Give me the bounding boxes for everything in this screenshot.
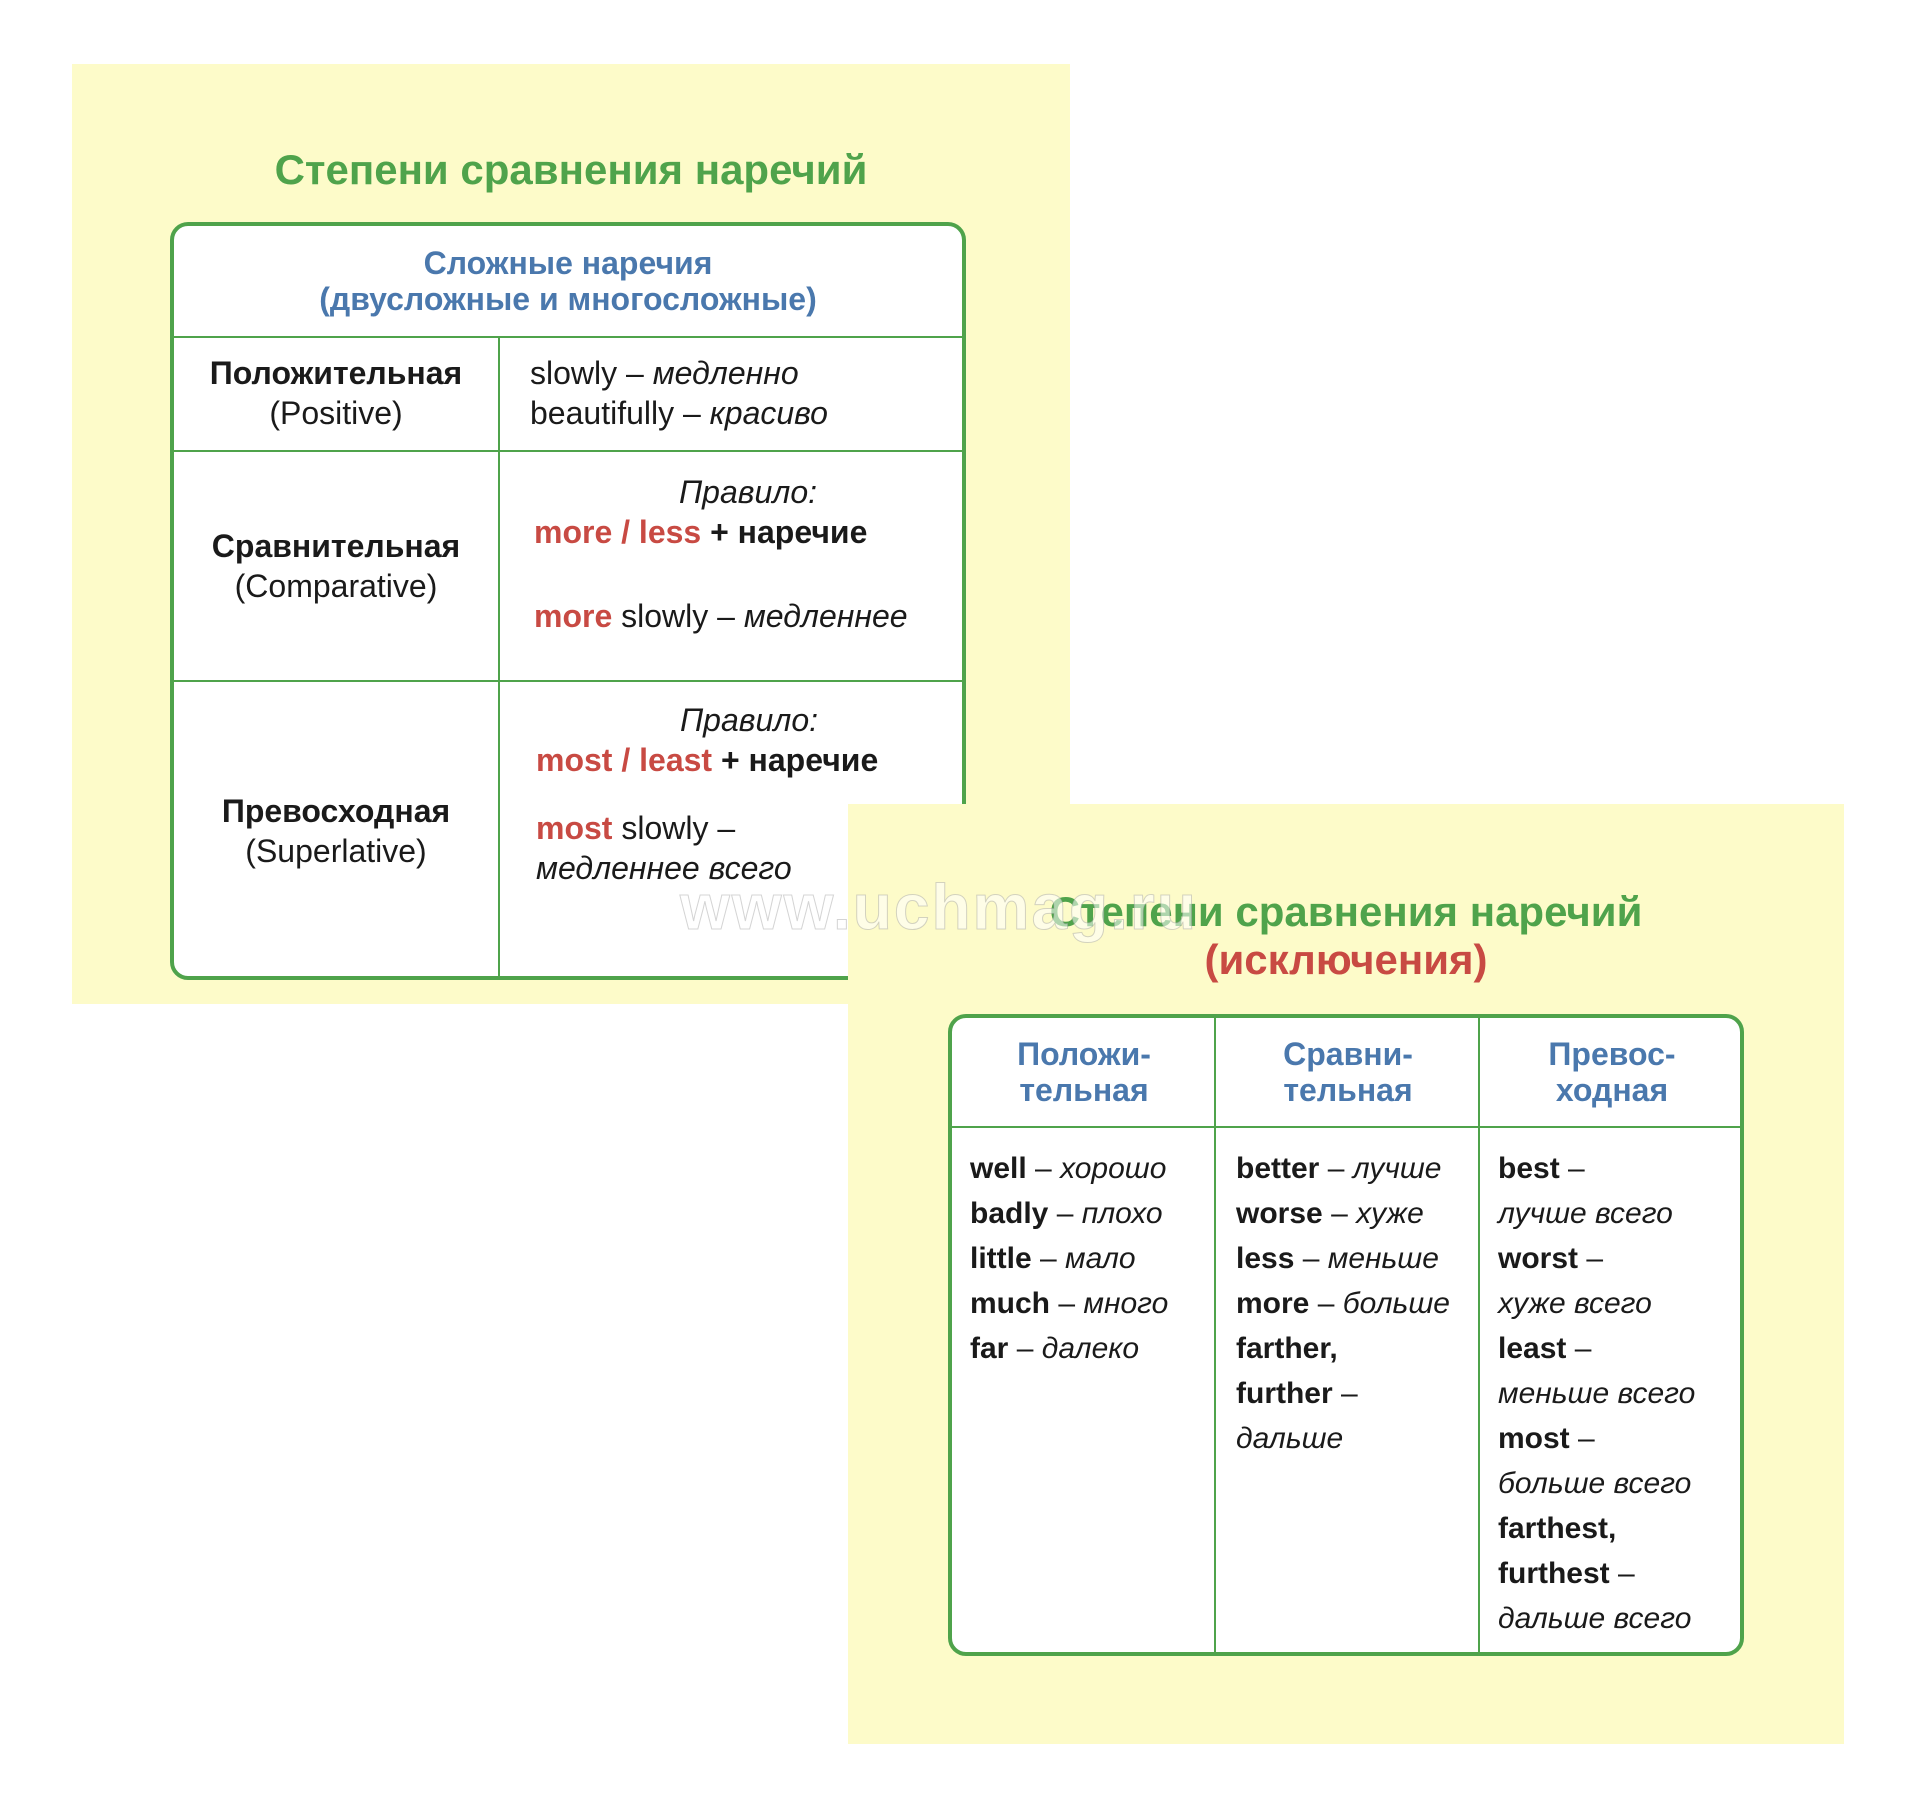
degree-name-cell	[174, 452, 500, 680]
watermark: www.uchmag.ru	[680, 871, 1198, 943]
example-cell	[500, 452, 962, 680]
example-cell	[500, 336, 962, 450]
list-item-translation: дальше всего	[1498, 1602, 1692, 1635]
list-item-translation: меньше всего	[1498, 1377, 1696, 1410]
example-line: slowly – медленно	[530, 355, 799, 391]
card-title: Степени сравнения наречий	[274, 146, 868, 193]
list-item: least –	[1498, 1332, 1592, 1365]
list-item: much – много	[970, 1287, 1169, 1320]
list-item: farther,	[1236, 1332, 1338, 1365]
column-body	[1480, 1146, 1744, 1641]
header-line-2: (двусложные и многосложные)	[319, 281, 817, 317]
degree-name-en: (Superlative)	[245, 833, 427, 869]
column-header: Положи- тельная	[1017, 1036, 1151, 1108]
column-comparative	[1216, 1018, 1480, 1652]
example-line: most slowly –	[536, 810, 736, 846]
list-item-translation: хуже всего	[1498, 1287, 1652, 1320]
header-line-1: Сложные наречия	[423, 245, 713, 281]
list-item: more – больше	[1236, 1287, 1450, 1320]
list-item: better – лучше	[1236, 1152, 1442, 1185]
list-item: most –	[1498, 1422, 1595, 1455]
rule-line: most / least + наречие	[536, 742, 879, 778]
list-item: furthest –	[1498, 1557, 1635, 1590]
list-item: less – меньше	[1236, 1242, 1439, 1275]
complex-adverbs-table	[170, 222, 966, 980]
column-header: Сравни- тельная	[1283, 1036, 1413, 1108]
example-translation: медленнее всего	[536, 850, 792, 886]
list-item: further –	[1236, 1377, 1358, 1410]
table-row-positive	[174, 336, 962, 452]
list-item: well – хорошо	[970, 1152, 1167, 1185]
degree-name-cell	[174, 682, 500, 980]
column-positive	[952, 1018, 1216, 1652]
column-body	[952, 1146, 1216, 1371]
card-title-main: Степени сравнения наречий	[1049, 888, 1643, 935]
degree-name-en: (Comparative)	[234, 568, 438, 604]
list-item-translation: дальше	[1236, 1422, 1344, 1455]
list-item-translation: больше всего	[1498, 1467, 1692, 1500]
list-item-translation: лучше всего	[1498, 1197, 1673, 1230]
degree-name-en: (Positive)	[269, 395, 403, 431]
rule-label: Правило:	[679, 702, 818, 738]
degree-name-cell	[174, 336, 500, 450]
list-item: little – мало	[970, 1242, 1136, 1275]
exceptions-table	[948, 1014, 1744, 1656]
list-item: worst –	[1498, 1242, 1604, 1275]
card-subtitle: (исключения)	[1204, 936, 1488, 984]
list-item: far – далеко	[970, 1332, 1140, 1365]
column-header: Превос- ходная	[1548, 1036, 1676, 1108]
degree-name-ru: Положительная	[209, 355, 463, 391]
rule-line: more / less + наречие	[534, 514, 868, 550]
adverb-exceptions-card	[848, 804, 1844, 1744]
rule-label: Правило:	[678, 474, 817, 510]
list-item: worse – хуже	[1236, 1197, 1424, 1230]
list-item: best –	[1498, 1152, 1585, 1185]
example-line: more slowly – медленнее	[534, 598, 908, 634]
table-row-comparative	[174, 452, 962, 682]
example-line: beautifully – красиво	[530, 395, 828, 431]
degree-name-ru: Сравнительная	[211, 528, 461, 564]
column-body	[1216, 1146, 1480, 1461]
degree-name-ru: Превосходная	[221, 793, 451, 829]
column-superlative	[1480, 1018, 1744, 1652]
list-item: farthest,	[1498, 1512, 1617, 1545]
list-item: badly – плохо	[970, 1197, 1163, 1230]
table-header	[174, 226, 962, 338]
